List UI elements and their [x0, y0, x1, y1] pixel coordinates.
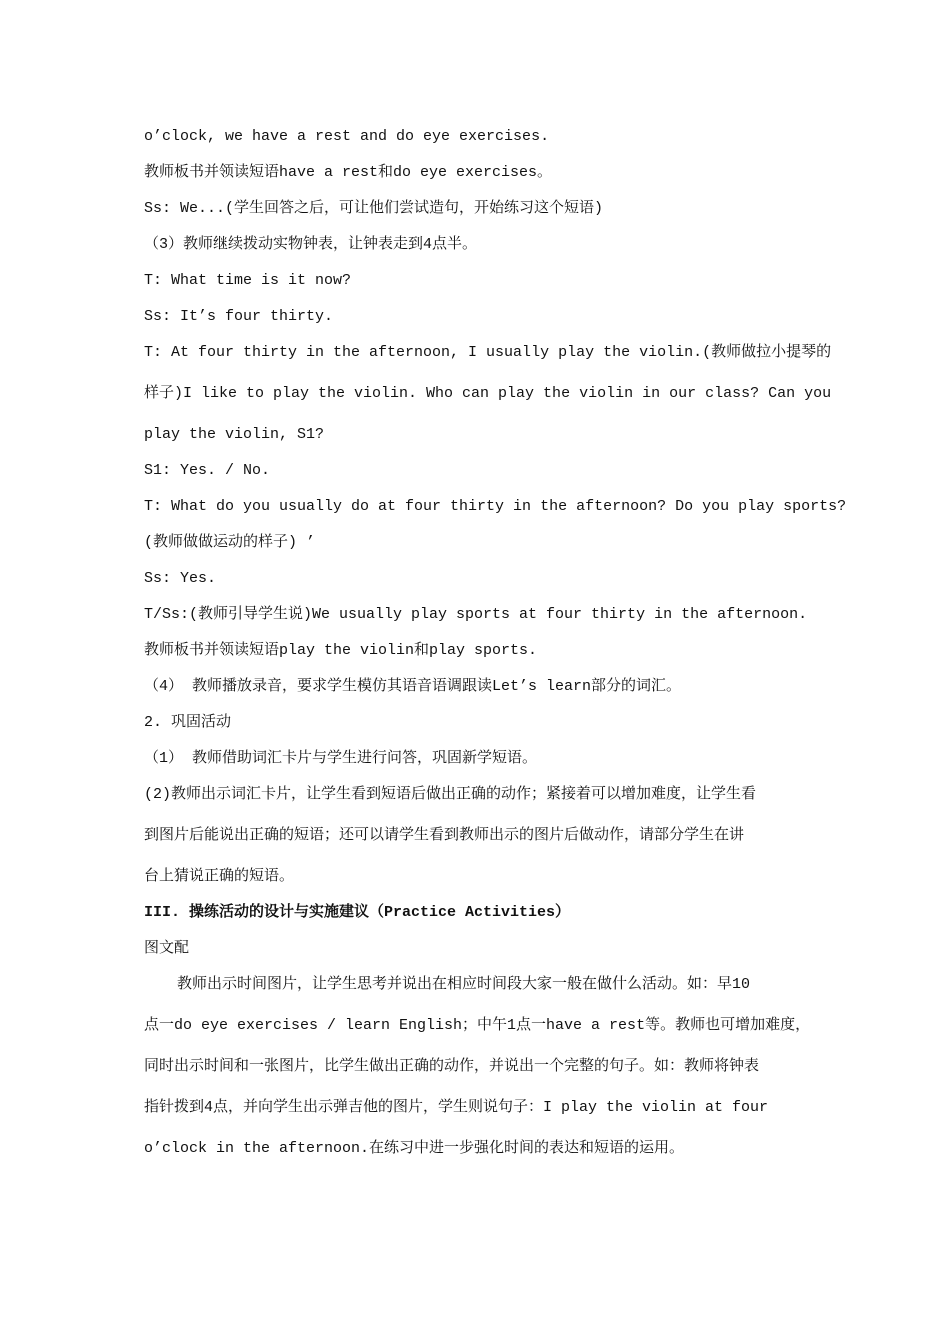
text-line: 同时出示时间和一张图片，比学生做出正确的动作，并说出一个完整的句子。如：教师将钟表	[144, 1058, 760, 1075]
text-line: T: At four thirty in the afternoon, I usually play the violin.(教师做拉小提琴的	[144, 344, 832, 361]
text-line: T: What do you usually do at four thirty in the afternoon? Do you play sports?	[144, 498, 847, 515]
text-line: T/Ss:(教师引导学生说)We usually play sports at four thirty in the afternoon.	[144, 606, 808, 623]
text-line: (2)教师出示词汇卡片，让学生看到短语后做出正确的动作；紧接着可以增加难度，让学生看	[144, 786, 757, 803]
text-line: Ss: We...(学生回答之后，可让他们尝试造句，开始练习这个短语)	[144, 200, 604, 217]
text-line: （4） 教师播放录音，要求学生模仿其语音语调跟读Let’s learn部分的词汇。	[144, 678, 682, 695]
text-line: Ss: It’s four thirty.	[144, 308, 334, 325]
text-line: 教师板书并领读短语play the violin和play sports.	[144, 642, 538, 659]
text-line: T: What time is it now?	[144, 272, 352, 289]
text-line: （3）教师继续拨动实物钟表，让钟表走到4点半。	[144, 236, 478, 253]
text-line: （1） 教师借助词汇卡片与学生进行问答，巩固新学短语。	[144, 750, 538, 767]
text-line: 点一do eye exercises / learn English；中午1点一have a rest等。教师也可增加难度，	[144, 1017, 811, 1034]
text-line: 指针拨到4点，并向学生出示弹吉他的图片，学生则说句子：I play the violin at four	[144, 1099, 769, 1116]
text-line: 台上猜说正确的短语。	[144, 868, 295, 885]
subheading: 图文配	[144, 940, 190, 957]
text-line: 到图片后能说出正确的短语；还可以请学生看到教师出示的图片后做动作，请部分学生在讲	[144, 827, 745, 844]
text-line: S1: Yes. / No.	[144, 462, 271, 479]
section-heading: 2. 巩固活动	[144, 714, 232, 731]
text-line: o’clock in the afternoon.在练习中进一步强化时间的表达和短语的运用。	[144, 1140, 685, 1157]
text-line: 教师出示时间图片，让学生思考并说出在相应时间段大家一般在做什么活动。如：早10	[177, 976, 751, 993]
text-line: (教师做做运动的样子) ’	[144, 534, 316, 551]
text-line: o’clock, we have a rest and do eye exercises.	[144, 128, 550, 145]
text-line: Ss: Yes.	[144, 570, 217, 587]
text-line: 样子)I like to play the violin. Who can play the violin in our class? Can you	[144, 385, 832, 402]
text-line: 教师板书并领读短语have a rest和do eye exercises。	[144, 164, 553, 181]
section-heading: III. 操练活动的设计与实施建议（Practice Activities）	[144, 904, 571, 921]
document-body	[144, 125, 847, 1173]
text-line: play the violin, S1?	[144, 426, 325, 443]
